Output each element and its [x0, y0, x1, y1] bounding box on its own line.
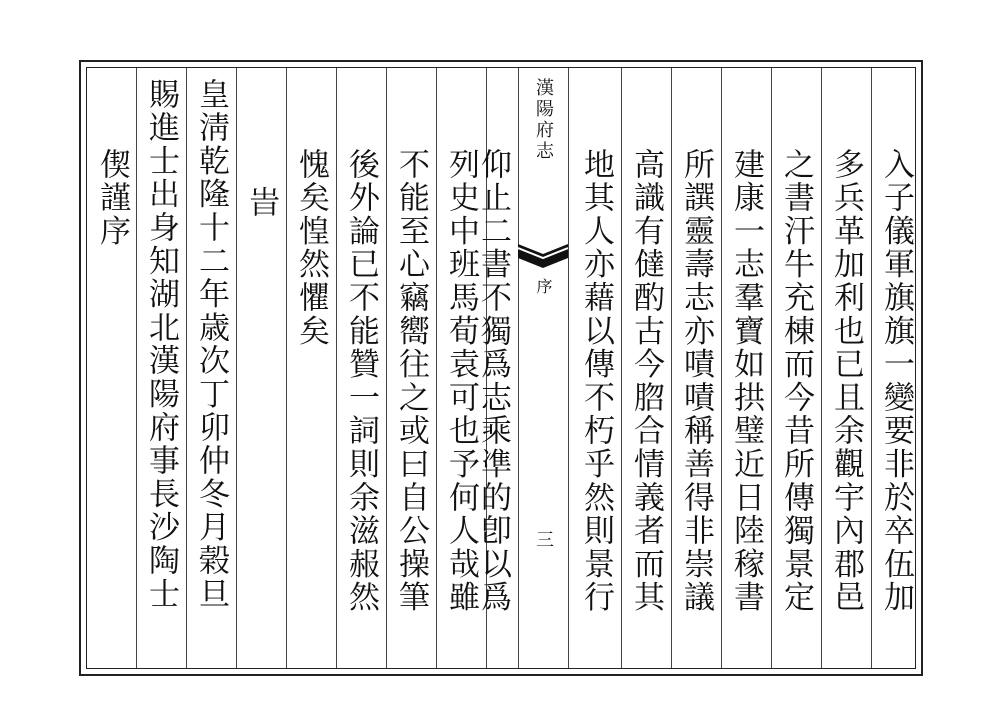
text-column-3 — [771, 68, 821, 668]
column-text: 不能至心竊嚮往之或曰自公操筆 — [393, 148, 429, 615]
column-text: 皇淸乾隆十二年歳次丁卯仲冬月榖旦 — [193, 78, 229, 611]
text-column-5 — [671, 68, 721, 668]
text-column-10 — [386, 68, 436, 668]
text-column-14 — [186, 68, 236, 668]
section-label: 序 — [534, 278, 553, 294]
column-text: 所譔靈壽志亦嘖嘖稱善得非崇議 — [678, 148, 714, 615]
column-text: 旹 — [243, 186, 279, 220]
page-frame — [79, 60, 923, 676]
column-text: 仰止二書不獨爲志乘凖的卽以爲 — [475, 148, 511, 615]
column-text: 愧矣惶然懼矣 — [293, 148, 329, 348]
column-text: 賜進士出身知湖北漢陽府事長沙陶士 — [143, 78, 179, 611]
column-text: 入子儀軍旗旗一變要非於卒伍加 — [878, 148, 914, 615]
text-column-9 — [436, 68, 486, 668]
column-rule — [568, 68, 569, 668]
text-column-1 — [871, 68, 921, 668]
column-text: 偰謹序 — [94, 148, 130, 248]
center-fold-column — [518, 68, 568, 668]
text-column-11 — [336, 68, 386, 668]
column-text: 建康一志羣寶如拱璧近日陸稼書 — [728, 148, 764, 615]
text-column-6 — [621, 68, 671, 668]
text-column-2 — [821, 68, 871, 668]
page-number: 三 — [533, 530, 554, 548]
column-text: 之書汗牛充棟而今昔所傳獨景定 — [778, 148, 814, 615]
book-title: 漢陽府志 — [533, 78, 554, 162]
text-block — [86, 67, 916, 669]
column-text: 多兵革加利也已且余觀宇內郡邑 — [828, 148, 864, 615]
column-text: 高識有㒓酌古今脗合情義者而其 — [628, 148, 664, 615]
text-column-16 — [87, 68, 137, 668]
column-text: 後外論已不能贊一詞則余滋赧然 — [343, 148, 379, 615]
text-column-13 — [236, 68, 286, 668]
text-column-12 — [286, 68, 336, 668]
text-column-4 — [721, 68, 771, 668]
text-column-7 — [571, 68, 621, 668]
fishtail-mark-icon — [518, 244, 568, 270]
column-text: 列史中班馬荀袁可也予何人哉雖 — [443, 148, 479, 615]
column-text: 地其人亦藉以傳不朽乎然則景行 — [578, 148, 614, 615]
text-column-15 — [136, 68, 186, 668]
